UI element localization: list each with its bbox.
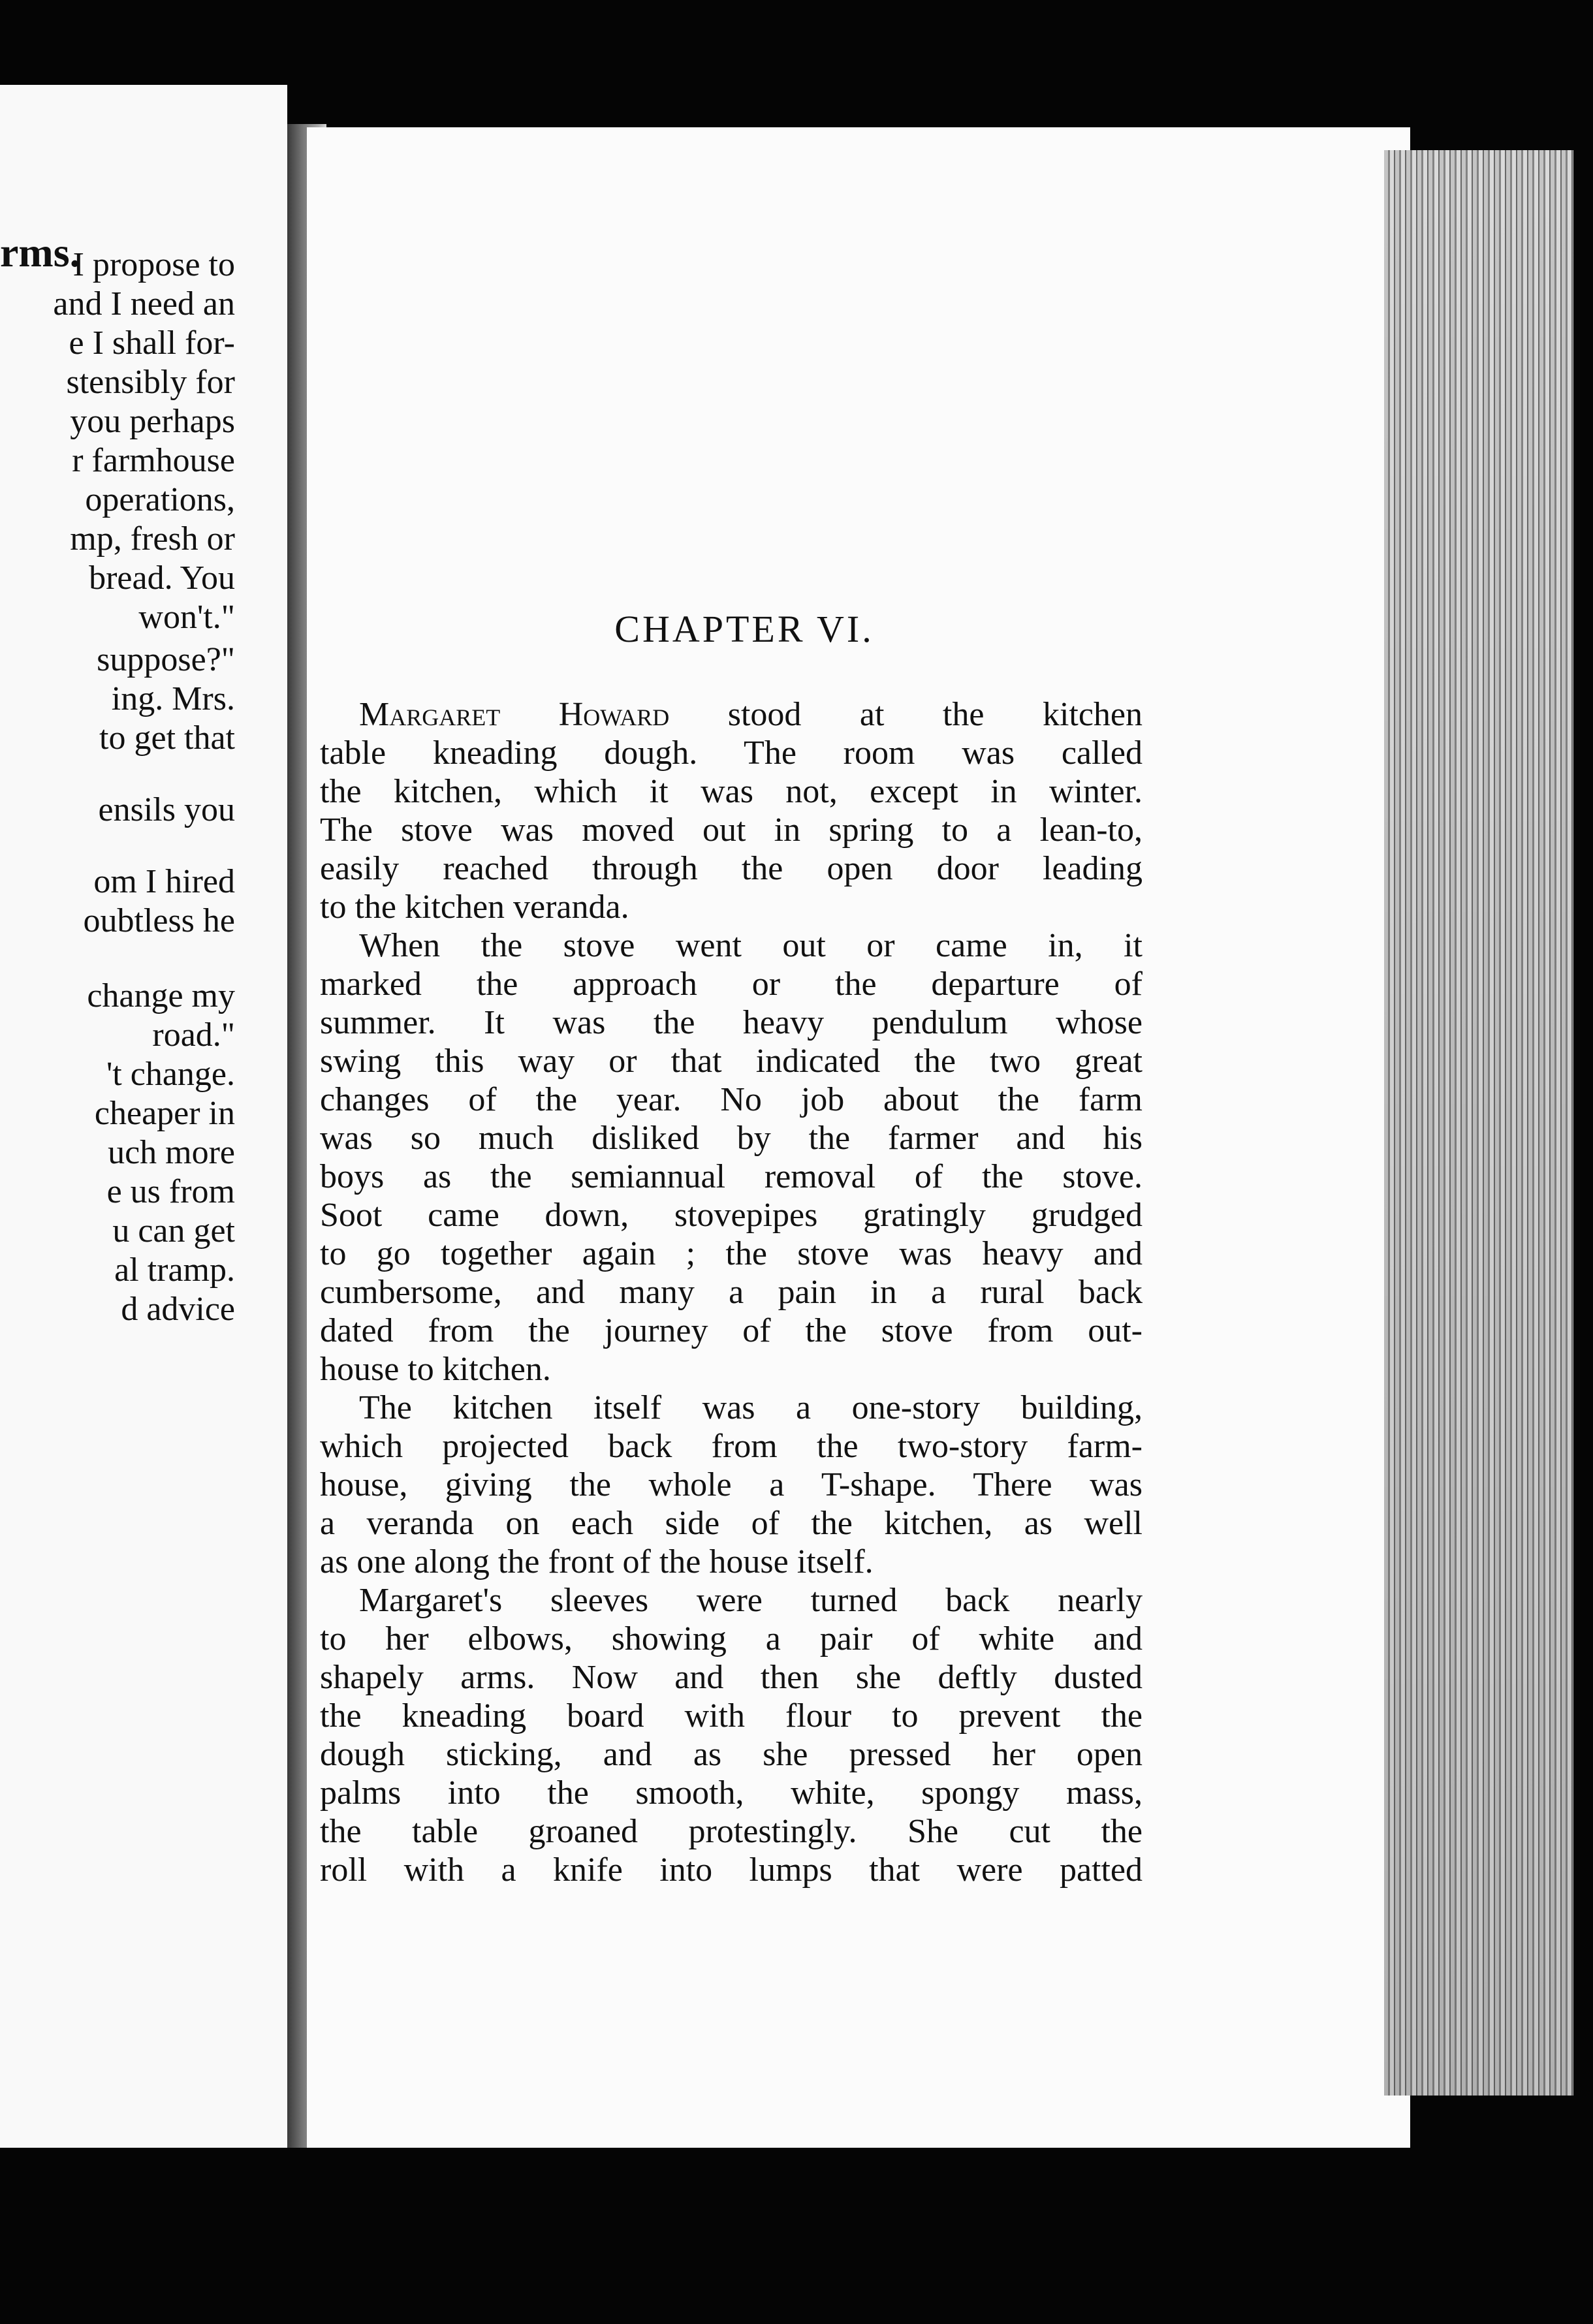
left-page-line: d advice: [121, 1291, 235, 1328]
left-page-line: change my: [87, 977, 235, 1014]
left-page-line: stensibly for: [66, 364, 235, 401]
left-page-line: I propose to: [72, 246, 235, 283]
left-page-line: e I shall for-: [69, 324, 235, 362]
text-line: dough sticking, and as she pressed her open: [320, 1736, 1143, 1773]
left-page-line: you perhaps: [70, 403, 235, 440]
text-line: summer. It was the heavy pendulum whose: [320, 1004, 1143, 1041]
text-line: table kneading dough. The room was called: [320, 734, 1143, 772]
page-edges: [1384, 150, 1573, 2096]
text-line: Soot came down, stovepipes gratingly grudged: [320, 1197, 1143, 1234]
text-line: shapely arms. Now and then she deftly dusted: [320, 1659, 1143, 1696]
left-page-line: ensils you: [98, 791, 235, 828]
left-page-line: oubtless he: [83, 902, 235, 939]
left-page-line: e us from: [106, 1173, 235, 1210]
text-line: a veranda on each side of the kitchen, as well: [320, 1505, 1143, 1542]
text-line: dated from the journey of the stove from out-: [320, 1312, 1143, 1349]
left-page-heading: rms.: [0, 229, 80, 275]
left-page-line: road.": [152, 1016, 235, 1054]
paragraph-4: [320, 1581, 1143, 1889]
paragraph-2: [320, 926, 1143, 1389]
left-page-line: om I hired: [93, 863, 235, 900]
left-page-line: ing. Mrs.: [111, 680, 235, 717]
chapter-body: [320, 695, 1143, 1889]
left-page-line: won't.": [138, 599, 235, 636]
text-line: which projected back from the two-story farm-: [320, 1428, 1143, 1465]
text-line: roll with a knife into lumps that were patted: [320, 1851, 1143, 1889]
text-line: changes of the year. No job about the farm: [320, 1081, 1143, 1118]
left-page-line: r farmhouse: [72, 442, 235, 479]
left-page-line: 't change.: [106, 1056, 235, 1093]
left-page-line: cheaper in: [94, 1095, 235, 1132]
text-line: Margaret Howard stood at the kitchen: [359, 696, 1143, 733]
left-page-line: and I need an: [53, 285, 235, 322]
left-page: [0, 85, 287, 2193]
text-line: Margaret's sleeves were turned back nearly: [359, 1582, 1143, 1619]
paragraph-3: [320, 1389, 1143, 1581]
text-line: the kneading board with flour to prevent the: [320, 1697, 1143, 1735]
text-line: easily reached through the open door leading: [320, 850, 1143, 887]
paragraph-1: [320, 695, 1143, 926]
text-line: to the kitchen veranda.: [320, 888, 629, 926]
left-page-line: u can get: [112, 1212, 235, 1249]
text-line: palms into the smooth, white, spongy mass,: [320, 1774, 1143, 1812]
left-page-line: bread. You: [89, 559, 235, 597]
text-line: house, giving the whole a T-shape. There was: [320, 1466, 1143, 1503]
text-line: the kitchen, which it was not, except in winter.: [320, 773, 1143, 810]
text-line: to go together again ; the stove was heavy and: [320, 1235, 1143, 1272]
text-line: to her elbows, showing a pair of white and: [320, 1620, 1143, 1657]
left-page-line: operations,: [85, 481, 235, 518]
left-page-line: al tramp.: [114, 1251, 235, 1289]
table-background: [0, 2148, 1593, 2324]
text-line: The kitchen itself was a one-story building,: [359, 1389, 1143, 1426]
text-line: swing this way or that indicated the two great: [320, 1043, 1143, 1080]
text-line: When the stove went out or came in, it: [359, 927, 1143, 964]
text-line: boys as the semiannual removal of the stove.: [320, 1158, 1143, 1195]
chapter-title: CHAPTER VI.: [614, 608, 874, 650]
text-line: marked the approach or the departure of: [320, 966, 1143, 1003]
text-line: cumbersome, and many a pain in a rural back: [320, 1274, 1143, 1311]
left-page-line: uch more: [108, 1134, 235, 1171]
text-line: house to kitchen.: [320, 1351, 551, 1388]
left-page-line: to get that: [99, 719, 235, 757]
text-line: was so much disliked by the farmer and his: [320, 1120, 1143, 1157]
opening-words: Margaret Howard: [359, 696, 670, 733]
text-line: the table groaned protestingly. She cut the: [320, 1813, 1143, 1850]
left-page-line: suppose?": [97, 641, 235, 678]
left-page-line: mp, fresh or: [70, 520, 235, 557]
text-line: The stove was moved out in spring to a lean-to,: [320, 811, 1143, 849]
text-line: as one along the front of the house itself.: [320, 1543, 874, 1580]
